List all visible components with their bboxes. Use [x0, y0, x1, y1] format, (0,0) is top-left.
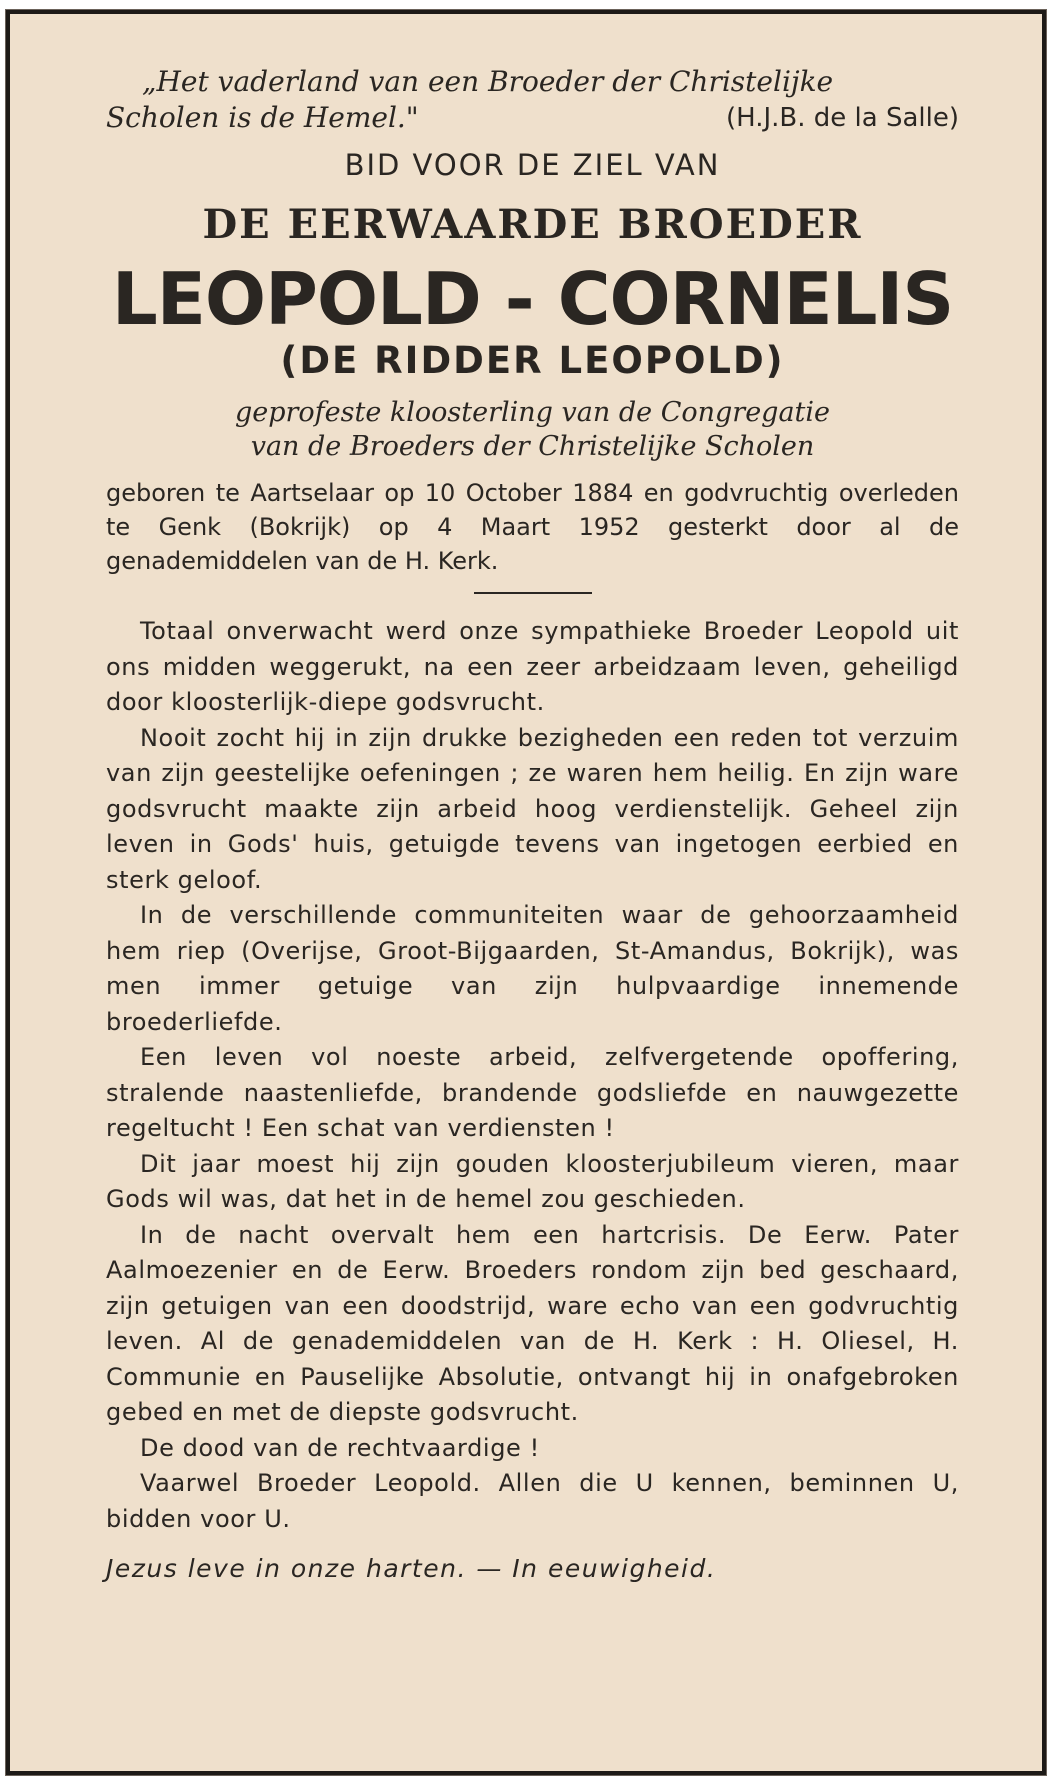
- quote-line-2: [106, 100, 959, 136]
- divider-rule: [474, 592, 592, 594]
- quote-author: (H.J.B. de la Salle): [725, 103, 959, 133]
- biography-text: [106, 614, 959, 1537]
- memorial-card: [6, 10, 1046, 1775]
- pray-heading: BID VOOR DE ZIEL VAN: [344, 148, 721, 182]
- paragraph-5: Dit jaar moest hij zijn gouden kloosterjubileum vieren, maar Gods wil was, dat het in de hemel zou geschieden.: [106, 1149, 959, 1213]
- paragraph-3: In de verschillende communiteiten waar de gehoorzaamheid hem riep (Overijse, Groot-Bijgaarden, St-Amandus, Bokrijk), was men immer getuige van zijn hulpvaardige innemende broederliefde.: [106, 901, 959, 1036]
- card-content: [106, 64, 959, 1587]
- closing-prayer: Jezus leve in onze harten. — In eeuwigheid.: [106, 1554, 717, 1583]
- paragraph-4: Een leven vol noeste arbeid, zelfvergetende opoffering, stralende naastenliefde, brandende godsliefde en nauwgezette regeltucht ! Een schat van verdiensten !: [106, 1043, 959, 1142]
- paragraph-2: Nooit zocht hij in zijn drukke bezigheden een reden tot verzuim van zijn geestelijke oefeningen ; ze waren hem heilig. En zijn ware godsvrucht maakte zijn arbeid hoog verdienstelijk. Geheel zijn leven in Gods' huis, getuigde tevens van ingetogen eerbied en sterk geloof.: [106, 723, 959, 894]
- paragraph-7: De dood van de rechtvaardige !: [140, 1433, 540, 1462]
- quote-line-1: „Het vaderland van een Broeder der Christelijke: [142, 65, 834, 98]
- quote-text-end: Scholen is de Hemel.": [106, 101, 419, 134]
- paragraph-6: In de nacht overvalt hem een hartcrisis. De Eerw. Pater Aalmoezenier en de Eerw. Broeders rondom zijn bed geschaard, zijn getuigen van een doodstrijd, ware echo van een godvruchtig leven. Al de genademiddelen van de H. Kerk : H. Oliesel, H. Communie en Pauselijke Absolutie, ontvangt hij in onafgebroken gebed en met de diepste godsvrucht.: [106, 1220, 959, 1426]
- paragraph-1: Totaal onverwacht werd onze sympathieke Broeder Leopold uit ons midden weggerukt, na een zeer arbeidzaam leven, geheiligd door kloosterlijk-diepe godsvrucht.: [106, 617, 959, 716]
- birth-death-details: geboren te Aartselaar op 10 October 1884 en godvruchtig overleden te Genk (Bokrijk) op 4 Maart 1952 gesterkt door al de genademiddelen van de H. Kerk.: [106, 479, 959, 575]
- deceased-name: LEOPOLD - CORNELIS: [111, 257, 954, 341]
- epigraph-quote: [106, 64, 959, 136]
- congregation-text: [106, 396, 959, 464]
- civil-name: (DE RIDDER LEOPOLD): [280, 339, 785, 382]
- title-heading: DE EERWAARDE BROEDER: [202, 201, 863, 248]
- congregation-line-2: van de Broeders der Christelijke Scholen: [250, 431, 815, 462]
- paragraph-8: Vaarwel Broeder Leopold. Allen die U kennen, beminnen U, bidden voor U.: [106, 1469, 959, 1533]
- congregation-line-1: geprofeste kloosterling van de Congregatie: [234, 397, 831, 428]
